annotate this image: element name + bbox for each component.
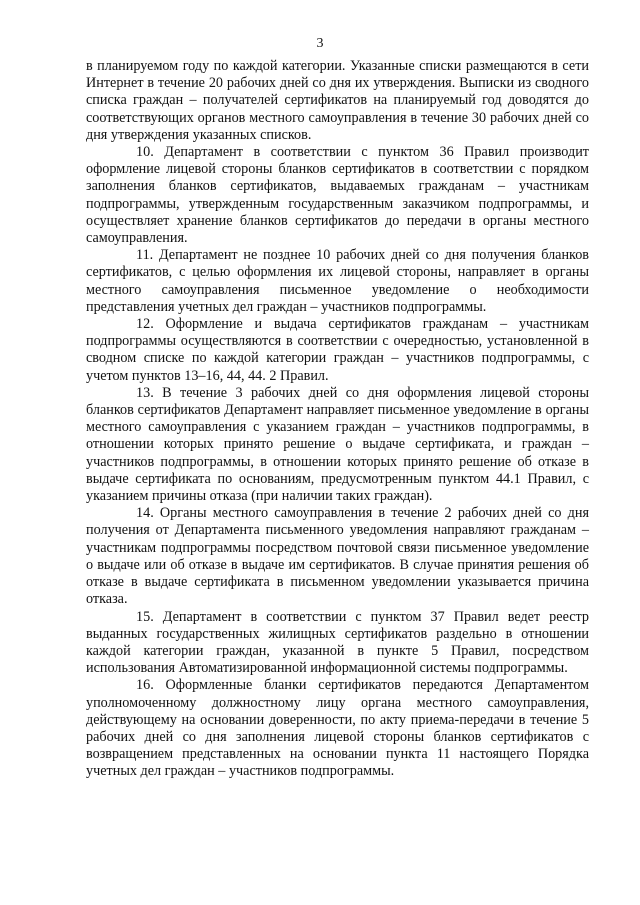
paragraph-15: 15. Департамент в соответствии с пунктом 37 Правил ведет реестр выданных государственных жилищных сертификатов раздельно в отношении каждой категории граждан, указанной в пункте 5 Правил, посредством использования Автоматизированной информационной системы подпрограммы.	[86, 608, 589, 677]
paragraph-13: 13. В течение 3 рабочих дней со дня оформления лицевой стороны бланков сертификатов Департамент направляет письменное уведомление в органы местного самоуправления с указанием граждан – участников подпрограммы, в отношении которых принято решение о выдаче сертификата, и граждан – участников подпрограммы, в отношении которых принято решение об отказе в выдаче сертификата по основаниям, предусмотренным пунктом 44.1 Правил, с указанием причины отказа (при наличии таких граждан).	[86, 384, 589, 505]
paragraph-continued: в планируемом году по каждой категории. Указанные списки размещаются в сети Интернет в течение 20 рабочих дней со дня их утверждения. Выписки из сводного списка граждан – получателей сертификатов на планируемый год доводятся до соответствующих органов местного самоуправления в течение 30 рабочих дней со дня утверждения указанных списков.	[86, 58, 589, 143]
document-body	[86, 58, 589, 781]
paragraph-14: 14. Органы местного самоуправления в течение 2 рабочих дней со дня получения от Департамента письменного уведомления направляют гражданам – участникам подпрограммы посредством почтовой связи письменное уведомление о выдаче или об отказе в выдаче им сертификатов. В случае принятия решения об отказе в выдаче сертификата в письменном уведомлении указывается причина отказа.	[86, 505, 589, 608]
paragraph-16: 16. Оформленные бланки сертификатов передаются Департаментом уполномоченному должностному лицу органа местного самоуправления, действующему на основании доверенности, по акту приема-передачи в течение 5 рабочих дней со дня заполнения лицевой стороны бланков сертификатов с возвращением представленных на основании пункта 11 настоящего Порядка учетных дел граждан – участников подпрограммы.	[86, 677, 589, 780]
page-number: 3	[316, 36, 324, 51]
paragraph-11: 11. Департамент не позднее 10 рабочих дней со дня получения бланков сертификатов, с целью оформления их лицевой стороны, направляет в органы местного самоуправления письменное уведомление о необходимости представления учетных дел граждан – участников подпрограммы.	[86, 247, 589, 315]
paragraph-12: 12. Оформление и выдача сертификатов гражданам – участникам подпрограммы осуществляются в соответствии с очередностью, установленной в сводном списке по каждой категории граждан – участников подпрограммы, с учетом пунктов 13–16, 44, 44. 2 Правил.	[86, 316, 589, 384]
paragraph-10: 10. Департамент в соответствии с пунктом 36 Правил производит оформление лицевой стороны бланков сертификатов в соответствии с порядком заполнения бланков сертификатов, выдаваемых гражданам – участникам подпрограммы, утвержденным государственным заказчиком подпрограммы, и осуществляет хранение бланков сертификатов до передачи в органы местного самоуправления.	[86, 144, 589, 247]
